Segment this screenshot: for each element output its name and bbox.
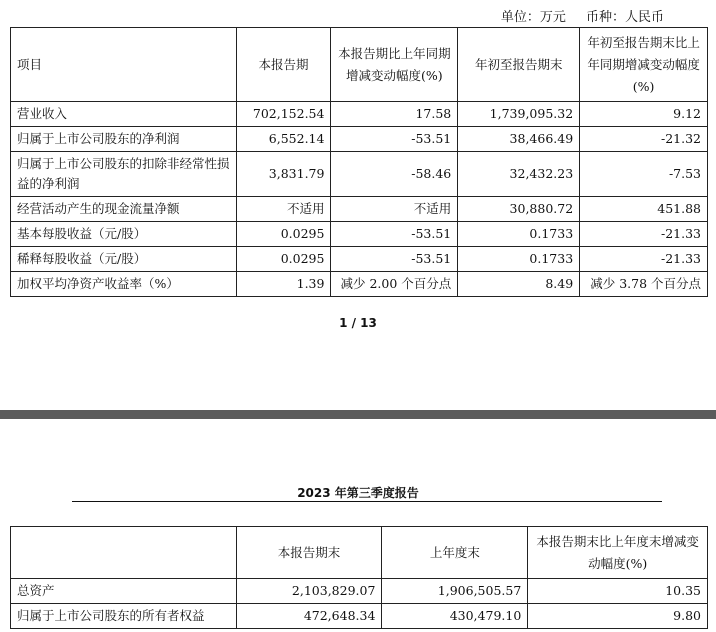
cell-value: 1,739,095.32 (458, 102, 580, 127)
key-financials-table (10, 27, 708, 297)
cell-value: 3,831.79 (236, 152, 331, 197)
report-title: 2023 年第三季度报告 (297, 486, 419, 500)
cell-value: 30,880.72 (458, 197, 580, 222)
cell-value: 10.35 (528, 579, 708, 604)
cell-value: 8.49 (458, 272, 580, 297)
table-header-row (11, 527, 708, 579)
table-header-row (11, 28, 708, 102)
row-label: 归属于上市公司股东的扣除非经常性损益的净利润 (11, 152, 237, 197)
table-row (11, 222, 708, 247)
table-row (11, 247, 708, 272)
cell-value: 不适用 (236, 197, 331, 222)
cell-value: 不适用 (331, 197, 458, 222)
cell-value: 32,432.23 (458, 152, 580, 197)
cell-value: -21.32 (580, 127, 708, 152)
table-row (11, 102, 708, 127)
header-blank (11, 527, 237, 579)
header-current-yoy: 本报告期比上年同期增减变动幅度(%) (331, 28, 458, 102)
header-change-pct: 本报告期末比上年度末增减变动幅度(%) (528, 527, 708, 579)
row-label: 加权平均净资产收益率（%） (11, 272, 237, 297)
table-row (11, 152, 708, 197)
cell-value: -58.46 (331, 152, 458, 197)
cell-value: 451.88 (580, 197, 708, 222)
cell-value: 0.1733 (458, 222, 580, 247)
header-item: 项目 (11, 28, 237, 102)
cell-value: 17.58 (331, 102, 458, 127)
cell-value: 38,466.49 (458, 127, 580, 152)
row-label: 总资产 (11, 579, 237, 604)
row-label: 归属于上市公司股东的所有者权益 (11, 604, 237, 629)
table-row (11, 197, 708, 222)
cell-value: 9.12 (580, 102, 708, 127)
cell-value: -7.53 (580, 152, 708, 197)
header-ytd-yoy: 年初至报告期末比上年同期增减变动幅度(%) (580, 28, 708, 102)
cell-value: 0.0295 (236, 247, 331, 272)
cell-value: 9.80 (528, 604, 708, 629)
cell-value: 1,906,505.57 (382, 579, 528, 604)
cell-value: 1.39 (236, 272, 331, 297)
table-row (11, 127, 708, 152)
cell-value: 702,152.54 (236, 102, 331, 127)
title-rule (72, 501, 662, 502)
cell-value: 2,103,829.07 (236, 579, 382, 604)
header-ytd: 年初至报告期末 (458, 28, 580, 102)
currency-label: 币种：人民币 (585, 10, 664, 25)
cell-value: 472,648.34 (236, 604, 382, 629)
cell-value: 减少 2.00 个百分点 (331, 272, 458, 297)
cell-value: 0.1733 (458, 247, 580, 272)
unit-line (485, 6, 664, 25)
table-row (11, 579, 708, 604)
cell-value: 减少 3.78 个百分点 (580, 272, 708, 297)
balance-sheet-table (10, 526, 708, 629)
header-current-period: 本报告期 (236, 28, 331, 102)
unit-label: 单位：万元 (500, 10, 566, 25)
row-label: 营业收入 (11, 102, 237, 127)
header-period-end: 本报告期末 (236, 527, 382, 579)
cell-value: 430,479.10 (382, 604, 528, 629)
row-label: 稀释每股收益（元/股） (11, 247, 237, 272)
cell-value: -53.51 (331, 127, 458, 152)
cell-value: 0.0295 (236, 222, 331, 247)
cell-value: -53.51 (331, 222, 458, 247)
page-break-divider (0, 410, 716, 419)
page-number: 1 / 13 (339, 316, 377, 330)
row-label: 归属于上市公司股东的净利润 (11, 127, 237, 152)
table-row (11, 604, 708, 629)
cell-value: -21.33 (580, 247, 708, 272)
cell-value: -21.33 (580, 222, 708, 247)
header-prior-year-end: 上年度末 (382, 527, 528, 579)
cell-value: -53.51 (331, 247, 458, 272)
cell-value: 6,552.14 (236, 127, 331, 152)
row-label: 基本每股收益（元/股） (11, 222, 237, 247)
row-label: 经营活动产生的现金流量净额 (11, 197, 237, 222)
table-row (11, 272, 708, 297)
